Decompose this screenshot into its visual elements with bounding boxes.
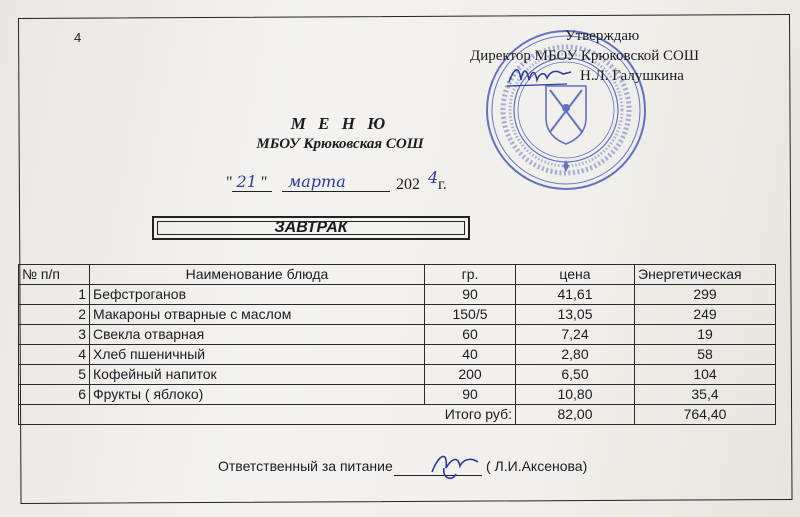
menu-title: М Е Н Ю bbox=[290, 114, 390, 133]
table-row bbox=[19, 285, 776, 305]
row-price: 7,24 bbox=[516, 325, 635, 345]
row-grams: 60 bbox=[425, 325, 516, 345]
row-price: 2,80 bbox=[516, 345, 635, 365]
approval-name: Н.Л. Галушкина bbox=[580, 68, 684, 84]
date-day: " 21 " bbox=[226, 172, 268, 191]
row-price: 10,80 bbox=[516, 385, 635, 405]
date-year-suffix: г. bbox=[438, 176, 447, 193]
header-energy: Энергетическая bbox=[635, 265, 776, 285]
table-row bbox=[19, 365, 776, 385]
approval-title: Утверждаю bbox=[565, 28, 640, 44]
approval-position: Директор МБОУ Крюковской СОШ bbox=[470, 48, 699, 64]
table-row bbox=[19, 325, 776, 345]
total-energy: 764,40 bbox=[635, 405, 776, 425]
row-dish: Бефстроганов bbox=[90, 285, 425, 305]
date-month-underline bbox=[282, 191, 390, 192]
row-price: 6,50 bbox=[516, 365, 635, 385]
responsible-label: Ответственный за питание bbox=[218, 458, 393, 474]
header-number: № п/п bbox=[19, 265, 90, 285]
total-label: Итого руб: bbox=[19, 405, 516, 425]
row-number: 6 bbox=[19, 385, 90, 405]
row-energy: 35,4 bbox=[635, 385, 776, 405]
responsible-name: ( Л.И.Аксенова) bbox=[486, 458, 588, 474]
table-row bbox=[19, 305, 776, 325]
row-number: 2 bbox=[19, 305, 90, 325]
row-grams: 200 bbox=[425, 365, 516, 385]
row-energy: 299 bbox=[635, 285, 776, 305]
total-price: 82,00 bbox=[516, 405, 635, 425]
menu-title-block bbox=[240, 114, 440, 153]
row-grams: 150/5 bbox=[425, 305, 516, 325]
row-number: 5 bbox=[19, 365, 90, 385]
row-price: 13,05 bbox=[516, 305, 635, 325]
date-year-handwritten: 4 bbox=[428, 168, 439, 187]
menu-table bbox=[18, 264, 776, 425]
row-grams: 90 bbox=[425, 285, 516, 305]
date-day-underline bbox=[232, 191, 272, 192]
header-grams: гр. bbox=[425, 265, 516, 285]
responsible-line bbox=[218, 454, 618, 482]
row-number: 3 bbox=[19, 325, 90, 345]
page-border bbox=[18, 14, 793, 504]
table-row bbox=[19, 345, 776, 365]
header-price: цена bbox=[516, 265, 635, 285]
row-number: 4 bbox=[19, 345, 90, 365]
total-row bbox=[19, 405, 776, 425]
row-grams: 40 bbox=[425, 345, 516, 365]
row-dish: Макароны отварные с маслом bbox=[90, 305, 425, 325]
row-energy: 104 bbox=[635, 365, 776, 385]
row-energy: 19 bbox=[635, 325, 776, 345]
row-dish: Фрукты ( яблоко) bbox=[90, 385, 425, 405]
header-dish: Наименование блюда bbox=[90, 265, 425, 285]
row-energy: 58 bbox=[635, 345, 776, 365]
row-energy: 249 bbox=[635, 305, 776, 325]
row-dish: Кофейный напиток bbox=[90, 365, 425, 385]
table-row bbox=[19, 385, 776, 405]
menu-date bbox=[218, 168, 468, 198]
director-signature bbox=[505, 60, 575, 90]
date-month: марта bbox=[288, 172, 346, 191]
row-dish: Свекла отварная bbox=[90, 325, 425, 345]
row-grams: 90 bbox=[425, 385, 516, 405]
meal-heading: ЗАВТРАК bbox=[152, 216, 470, 240]
table-header-row bbox=[19, 265, 776, 285]
responsible-signature bbox=[426, 448, 486, 484]
row-number: 1 bbox=[19, 285, 90, 305]
row-price: 41,61 bbox=[516, 285, 635, 305]
row-dish: Хлеб пшеничный bbox=[90, 345, 425, 365]
date-year-printed: 202 bbox=[396, 176, 420, 193]
page-number: 4 bbox=[74, 30, 82, 45]
school-name: МБОУ Крюковская СОШ bbox=[256, 136, 424, 152]
